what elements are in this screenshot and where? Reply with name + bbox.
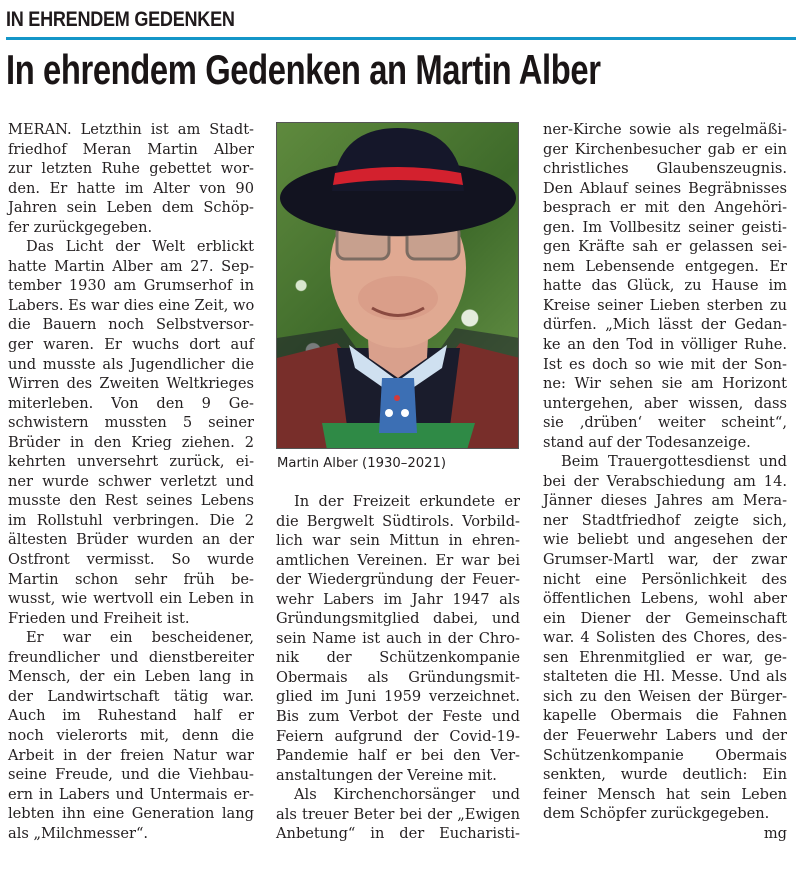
article-text-line: anstaltungen der Vereine mit. [276, 766, 497, 784]
article-text-line: nem Lebensende entgegen. Er [543, 257, 787, 275]
article-text-line: gen Kräfte sah er gelassen sei- [543, 238, 787, 256]
article-text-line: Kreise seiner Lieben sterben zu [543, 296, 787, 314]
article-column-1 [8, 120, 254, 843]
article-text-line: war. 4 Solisten des Chores, des- [543, 629, 787, 647]
article-text-line: die Bauern noch Selbstversor- [8, 316, 254, 334]
article-text-line: nik der Schützenkompanie [276, 649, 520, 667]
article-text-line: freundlicher und dienstbereiter [8, 648, 254, 666]
article-text-line: hatte das Glück, zu Hause im [543, 277, 787, 295]
article-text-line: ältesten Brüder wurden an der [8, 531, 254, 549]
article-text-line: Als Kirchenchorsänger und [294, 786, 520, 804]
article-text-line: schwistern mussten 5 seiner [8, 414, 254, 432]
article-text-line: ger waren. Er wuchs dort auf [8, 336, 254, 354]
article-text-line: tember 1930 am Grumserhof in [8, 277, 254, 295]
article-text-line: In der Freizeit erkundete er [294, 493, 520, 510]
article-text-line: Gründungsmitglied dabei, und [276, 610, 520, 628]
article-text-line: der Wiedergründung der Feuer- [276, 571, 520, 589]
article-text-line: ke an den Tod in völliger Ruhe. [543, 336, 787, 354]
article-text-line: der Feuerwehr Labers und der [543, 726, 787, 744]
article-text-line: die Bergwelt Südtirols. Vorbild- [276, 512, 520, 530]
article-text-line: Ist es doch so wie mit der Son- [543, 355, 787, 373]
article-text-line: glied im Juni 1959 verzeichnet. [276, 688, 520, 706]
photo-caption: Martin Alber (1930–2021) [277, 456, 447, 471]
article-text-line: der Landwirtschaft tätig war. [8, 687, 254, 705]
article-text-line: Martin schon sehr früh be- [8, 570, 254, 588]
article-text-line: Das Licht der Welt erblickt [26, 238, 254, 256]
article-text-line: christliches Glaubenszeugnis. [543, 160, 787, 178]
article-text-line: feiner Mensch hat sein Leben [543, 785, 787, 803]
article-text-line: wehr Labers im Jahr 1947 als [276, 590, 520, 608]
article-text-line: seine Freude, und die Viehbau- [8, 766, 254, 784]
article-text-line: senkten, wurde deutlich: Ein [543, 766, 787, 784]
article-text-line: dürfen. „Mich lässt der Gedan- [543, 316, 787, 334]
article-text-line: ger Kirchenbesucher gab er ein [543, 140, 787, 158]
article-text-line: öffentlichen Lebens, wohl aber [543, 590, 787, 608]
article-text-line: hatte Martin Alber am 27. Sep- [8, 257, 254, 275]
article-text-line: Obermais als Gründungsmit- [276, 668, 520, 686]
article-text-line: Arbeit in der freien Natur war [8, 746, 254, 764]
article-text-line: Anbetung“ in der Eucharisti- [276, 825, 520, 843]
article-text-line: stand auf der Todesanzeige. [543, 433, 751, 451]
article-text-line: MERAN. Letzthin ist am Stadt- [8, 121, 254, 138]
article-text-line: ner Stadtfriedhof zeigte sich, [543, 511, 787, 529]
article-text-line: Jänner dieses Jahres am Mera- [543, 492, 787, 510]
portrait-image [277, 123, 519, 449]
article-text-line: als treuer Beter bei der „Ewigen [276, 805, 520, 823]
article-text-line: sen Ehrenmitglied er war, ge- [543, 648, 787, 666]
article-text-line: Ostfront vermisst. So wurde [8, 551, 254, 569]
article-text-line: Grumser-Martl war, der zwar [543, 551, 787, 569]
article-text-line: Bis zum Verbot der Feste und [276, 708, 520, 726]
portrait-photo [276, 122, 519, 449]
article-text-line: im Rollstuhl verbringen. Die 2 [8, 511, 254, 529]
article-text-line: sein Name ist auch in der Chro- [276, 629, 520, 647]
article-headline: In ehrendem Gedenken an Martin Alber [6, 46, 601, 93]
article-text-line: lebten ihn eine Generation lang [8, 805, 254, 823]
article-text-line: Frieden und Freiheit ist. [8, 609, 190, 627]
article-text-line: musste den Rest seines Lebens [8, 492, 254, 510]
article-text-line: noch vielerorts mit, denn die [8, 726, 254, 744]
section-label: IN EHRENDEM GEDENKEN [6, 8, 235, 31]
article-text-line: kehrten unversehrt zurück, ei- [8, 453, 254, 471]
article-text-line: sie ‚drüben‘ weiter scheint“, [543, 414, 787, 432]
article-text-line: ern in Labers und Untermais er- [8, 785, 254, 803]
article-text-line: nicht eine Persönlichkeit des [543, 570, 787, 588]
article-text-line: Pandemie half er bei den Ver- [276, 747, 520, 765]
article-text-line: Feiern aufgrund der Covid-19- [276, 727, 520, 745]
author-initials: mg [763, 824, 787, 842]
article-text-line: stalteten die Hl. Messe. Und als [543, 668, 787, 686]
article-text-line: ein Diener der Gemeinschaft [543, 609, 787, 627]
article-text-line: ne: Wir sehen sie am Horizont [543, 375, 787, 393]
article-text-line: wie beliebt und angesehen der [543, 531, 787, 549]
article-text-line: untergehen, aber wissen, dass [543, 394, 787, 412]
article-text-line: und musste als Jugendlicher die [8, 355, 254, 373]
article-text-line: friedhof Meran Martin Alber [8, 140, 254, 158]
article-text-line: besprach er mit den Angehöri- [543, 199, 787, 217]
article-text-line: den. Er hatte im Alter von 90 [8, 179, 254, 197]
article-text-line: sich zu den Weisen der Bürger- [543, 687, 787, 705]
article-text-line: Auch im Ruhestand half er [8, 707, 254, 725]
article-text-line: dem Schöpfer zurückgegeben. [543, 805, 770, 823]
article-text-line: Er war ein bescheidener, [26, 629, 254, 647]
article-text-line: amtlichen Vereinen. Er war bei [276, 551, 520, 569]
article-text-line: wusst, wie wertvoll ein Leben in [8, 590, 254, 608]
article-text-line: bei der Verabschiedung am 14. [543, 472, 787, 490]
article-text-line: zur letzten Ruhe gebettet wor- [8, 160, 254, 178]
article-text-line: Wirren des Zweiten Weltkrieges [8, 375, 254, 393]
article-text-line: gen. Im Vollbesitz seiner geisti- [543, 218, 787, 236]
article-text-line: fer zurückgegeben. [8, 218, 153, 236]
article-text-line: Schützenkompanie Obermais [543, 746, 787, 764]
article-text-line: miterleben. Von den 9 Ge- [8, 394, 254, 412]
article-text-line: lich war sein Mittun in ehren- [276, 532, 520, 550]
article-text-line: Brüder in den Krieg ziehen. 2 [8, 433, 254, 451]
section-divider [6, 37, 796, 40]
article-text-line: Labers. Es war dies eine Zeit, wo [8, 296, 255, 314]
article-text-line: Mensch, der ein Leben lang in [8, 668, 254, 686]
article-text-line: Beim Trauergottesdienst und [561, 453, 787, 471]
article-text-line: ner wurde schwer verletzt und [8, 472, 254, 490]
article-text-line: als „Milchmesser“. [8, 824, 149, 842]
article-text-line: ner-Kirche sowie als regelmäßi- [543, 121, 787, 138]
article-text-line: Den Ablauf seines Begräbnisses [543, 179, 787, 197]
article-text-line: Jahren sein Leben dem Schöp- [8, 199, 254, 217]
article-column-2 [276, 492, 520, 844]
article-column-3 [543, 120, 787, 843]
article-text-line: kapelle Obermais die Fahnen [543, 707, 787, 725]
